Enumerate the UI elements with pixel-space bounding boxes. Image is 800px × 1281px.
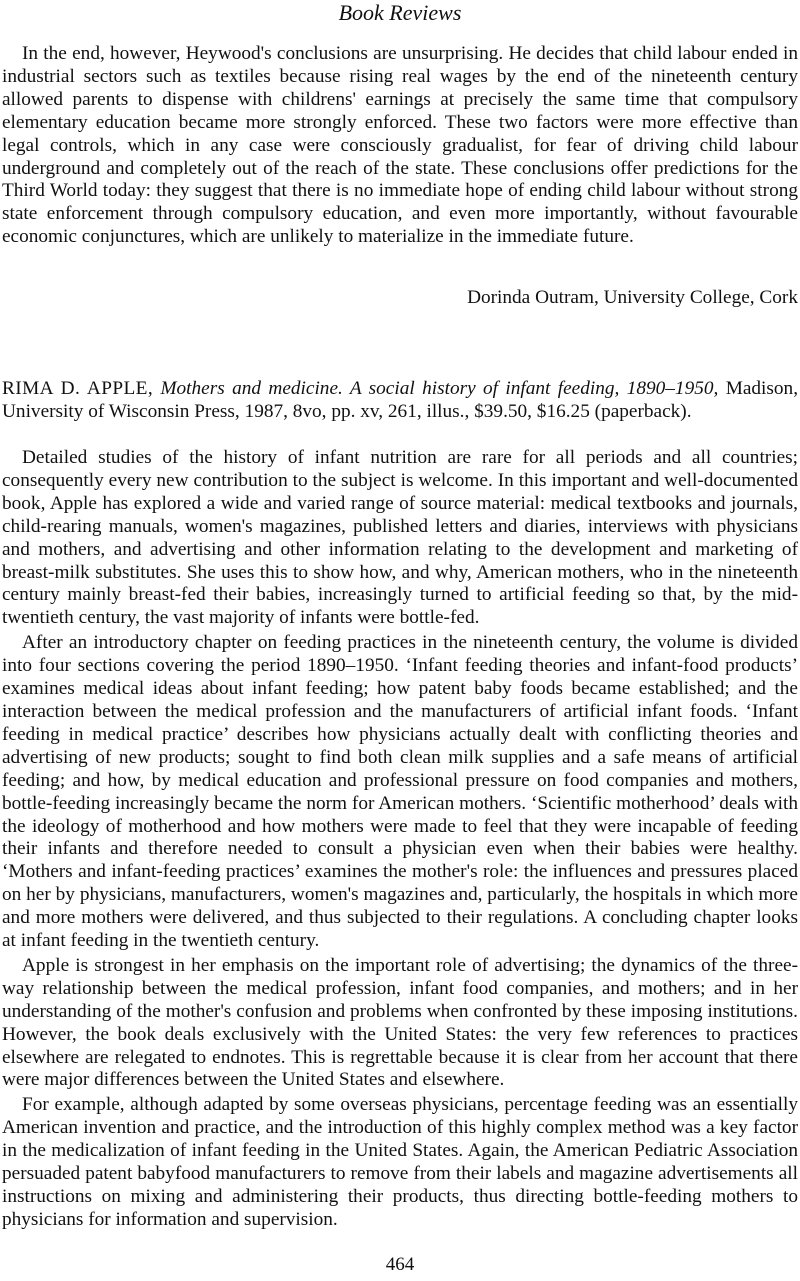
review-1-closing-text (2, 43, 798, 249)
review-1-closing-paragraph: In the end, however, Heywood's conclusions are unsurprising. He decides that child labour ended in industrial sectors such as textiles because rising real wages by the end of the nineteenth century allowed parents to dispense with childrens' earnings at precisely the same time that compulsory elementary education became more strongly enforced. These two factors were more effective than legal controls, which in any case were consciously gradualist, for fear of driving child labour underground and completely out of the reach of the state. These conclusions offer predictions for the Third World today: they suggest that there is no immediate hope of ending child labour without strong state enforcement through compulsory education, and even more importantly, without favourable economic conjunctures, which are unlikely to materialize in the immediate future. (2, 43, 798, 248)
review-2-paragraph: After an introductory chapter on feeding practices in the nineteenth century, the volume is divided into four sections covering the period 1890–1950. ‘Infant feeding theories and infant-food products’ examines medical ideas about infant feeding; how patent baby foods became established; and the interaction between the medical profession and the manufacturers of artificial infant foods. ‘Infant feeding in medical practice’ describes how physicians actually dealt with conflicting theories and advertising of new products; sought to find both clean milk supplies and a safe means of artificial feeding; and how, by medical education and professional pressure on food companies and mothers, bottle-feeding increasingly became the norm for American mothers. ‘Scientific motherhood’ deals with the ideology of motherhood and how mothers were made to feel that they were incapable of feeding their infants and therefore needed to consult a physician even when their babies were healthy. ‘Mothers and infant-feeding practices’ examines the mother's role: the influences and pressures placed on her by physicians, manufacturers, women's magazines and, particularly, the hospitals in which more and more mothers were delivered, and thus subjected to their regulations. A concluding chapter looks at infant feeding in the twentieth century. (2, 632, 798, 952)
book-author: RIMA D. APPLE, (2, 378, 154, 399)
review-2-paragraph: Detailed studies of the history of infant nutrition are rare for all periods and all countries; consequently every new contribution to the subject is welcome. In this important and well-documented book, Apple has explored a wide and varied range of source material: medical textbooks and journals, child-rearing manuals, women's magazines, published letters and diaries, interviews with physicians and mothers, and advertising and other information relating to the development and marketing of breast-milk substitutes. She uses this to show how, and why, American mothers, who in the nineteenth century mainly breast-fed their babies, increasingly turned to artificial feeding so that, by the mid-twentieth century, the vast majority of infants were bottle-fed. (2, 447, 798, 629)
book-title: Mothers and medicine. A social history of infant feeding, 1890–1950, (160, 378, 719, 399)
book-publication-details: Madison, University of Wisconsin Press, 1987, 8vo, pp. xv, 261, illus., $39.50, $16.25 (paperback). (2, 378, 799, 422)
review-2-citation (2, 378, 798, 424)
review-2-body (2, 447, 798, 1234)
review-2-paragraph: Apple is strongest in her emphasis on the important role of advertising; the dynamics of the three-way relationship between the medical profession, infant food companies, and mothers; and in her understanding of the mother's confusion and problems when confronted by these imposing institutions. However, the book deals exclusively with the United States: the very few references to practices elsewhere are relegated to endnotes. This is regrettable because it is clear from her account that there were major differences between the United States and elsewhere. (2, 954, 798, 1091)
reviewer-signature: Dorinda Outram, University College, Cork (467, 287, 798, 308)
review-2-paragraph: For example, although adapted by some overseas physicians, percentage feeding was an essentially American invention and practice, and the introduction of this highly complex method was a key factor in the medicalization of infant feeding in the United States. Again, the American Pediatric Association persuaded patent babyfood manufacturers to remove from their labels and magazine advertisements all instructions on mixing and administering their products, thus directing bottle-feeding mothers to physicians for information and supervision. (2, 1094, 798, 1230)
page-number: 464 (385, 1254, 415, 1275)
running-head: Book Reviews (338, 0, 462, 25)
